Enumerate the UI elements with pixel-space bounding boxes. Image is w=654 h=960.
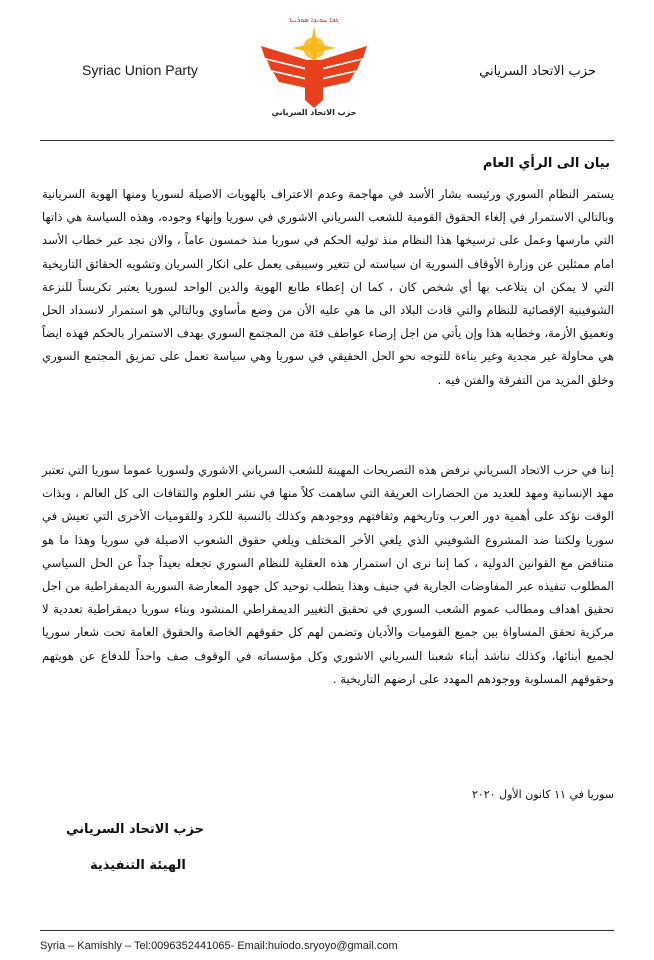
logo-caption: حزب الاتحاد السرياني bbox=[271, 108, 357, 117]
header-divider bbox=[40, 140, 614, 141]
logo-syriac-text: ܓܒܐ ܚܘܝܕܐ ܣܘܪܝܝܐ bbox=[289, 16, 339, 24]
footer-divider bbox=[40, 930, 614, 931]
footer-contact: Syria – Kamishly – Tel:0096352441065- Email:huiodo.sryoyo@gmail.com bbox=[40, 940, 398, 952]
party-name-english: Syriac Union Party bbox=[82, 62, 198, 78]
dateline: سوريا في ١١ كانون الأول ٢٠٢٠ bbox=[471, 788, 614, 801]
statement-paragraph-1: يستمر النظام السوري ورئيسه بشار الأسد في مهاجمة وعدم الاعتراف بالهويات الاصيلة لسوريا ومنها الهوية السريانية وبالتالي الاستمرار في إلغاء الحقوق القومية للشعب السرياني الاشوري في سوريا وإنهاء وجوده، وهذه السياسة هي ذاتها التي مارسها وعمل على ترسيخها هذا النظام منذ توليه الحكم في سوريا منذ خمسون عاماً ، والان نجد عبر خطاب الأسد امام ممثلين عن وزارة الأوقاف السورية ان سياسته لن تتغير وسيبقى يعمل على انكار السريان وتشويه الحقائق التاريخية التي لا يمكن ان يتلاعب بها أي شخص كان ، كما ان إعطاء طابع الهوية والدين الواحد لسوريا يعتبر تكريساً للنزعة الشوفينية الإقصائية للنظام والتي قادت البلاد الى ما هي عليه الأن من وضع مأساوي وبالتالي هو استمرار لانسداد الحل وتعميق الأزمة، وخطابه هذا وإن يأتي من اجل إرضاء عواطف فئة من المجتمع السوري بهدف الاستمرار بالحكم فهذه ايضاً هي محاولة غير مجدية وغير بناءة للتوجه نحو الحل الحقيقي في سوريا وهي سياسة تعمل على تمزيق المجتمع السوري وخلق المزيد من التفرقة والفتن فيه . bbox=[42, 187, 614, 387]
statement-paragraph-2: إننا في حزب الاتحاد السرياني نرفض هذه التصريحات المهينة للشعب السرياني الاشوري ولسوريا عموما سوريا التي تعتبر مهد الإنسانية ومهد للعديد من الحضارات العريقة التي ساهمت كلاً منها في نشر العلوم والثقافات الى كل العالم ، وبذات الوقت نؤكد على أهمية دور العرب وتاريخهم وثقافتهم ووجودهم وكذلك بالنسبة للكرد وللقوميات الأخرى التي تعيش في سوريا ولكننا ضد المشروع الشوفيني الذي يلغي الأخر المختلف ويلغي حقوق الشعوب الاصيلة في سوريا وهذا ما هو متناقض مع القوانين الدولية ، كما إننا نرى ان استمرار هذه العقلية للنظام السوري تجعله بعيداً جداً عن الحل السياسي المطلوب تنفيذه عبر المفاوضات الجارية في جنيف وهذا يتطلب توحيد كل جهود المعارضة السورية الديمقراطية من اجل تحقيق اهداف ومطالب عموم الشعب السوري في تحقيق التغيير الديمقراطي المنشود وبناء سوريا ديمقراطية تعددية لا مركزية تحقق المساواة بين جميع القوميات والأديان وتضمن لهم كل حقوقهم الخاصة والحقوق العامة تحت شعار سوريا لجميع أبنائها، وكذلك نناشد أبناء شعبنا السرياني الاشوري وكل مؤسساته في الوقوف صف واحداً للدفاع عن هويتهم وحقوقهم المسلوبة ووجودهم المهدد على ارضهم التاريخية . bbox=[42, 463, 614, 686]
statement-title: بيان الى الرأي العام bbox=[482, 156, 610, 171]
signature-party: حزب الاتحاد السرياني bbox=[66, 822, 204, 837]
party-name-arabic: حزب الاتحاد السرياني bbox=[479, 64, 596, 79]
signature-body: الهيئة التنفيذية bbox=[90, 858, 186, 873]
